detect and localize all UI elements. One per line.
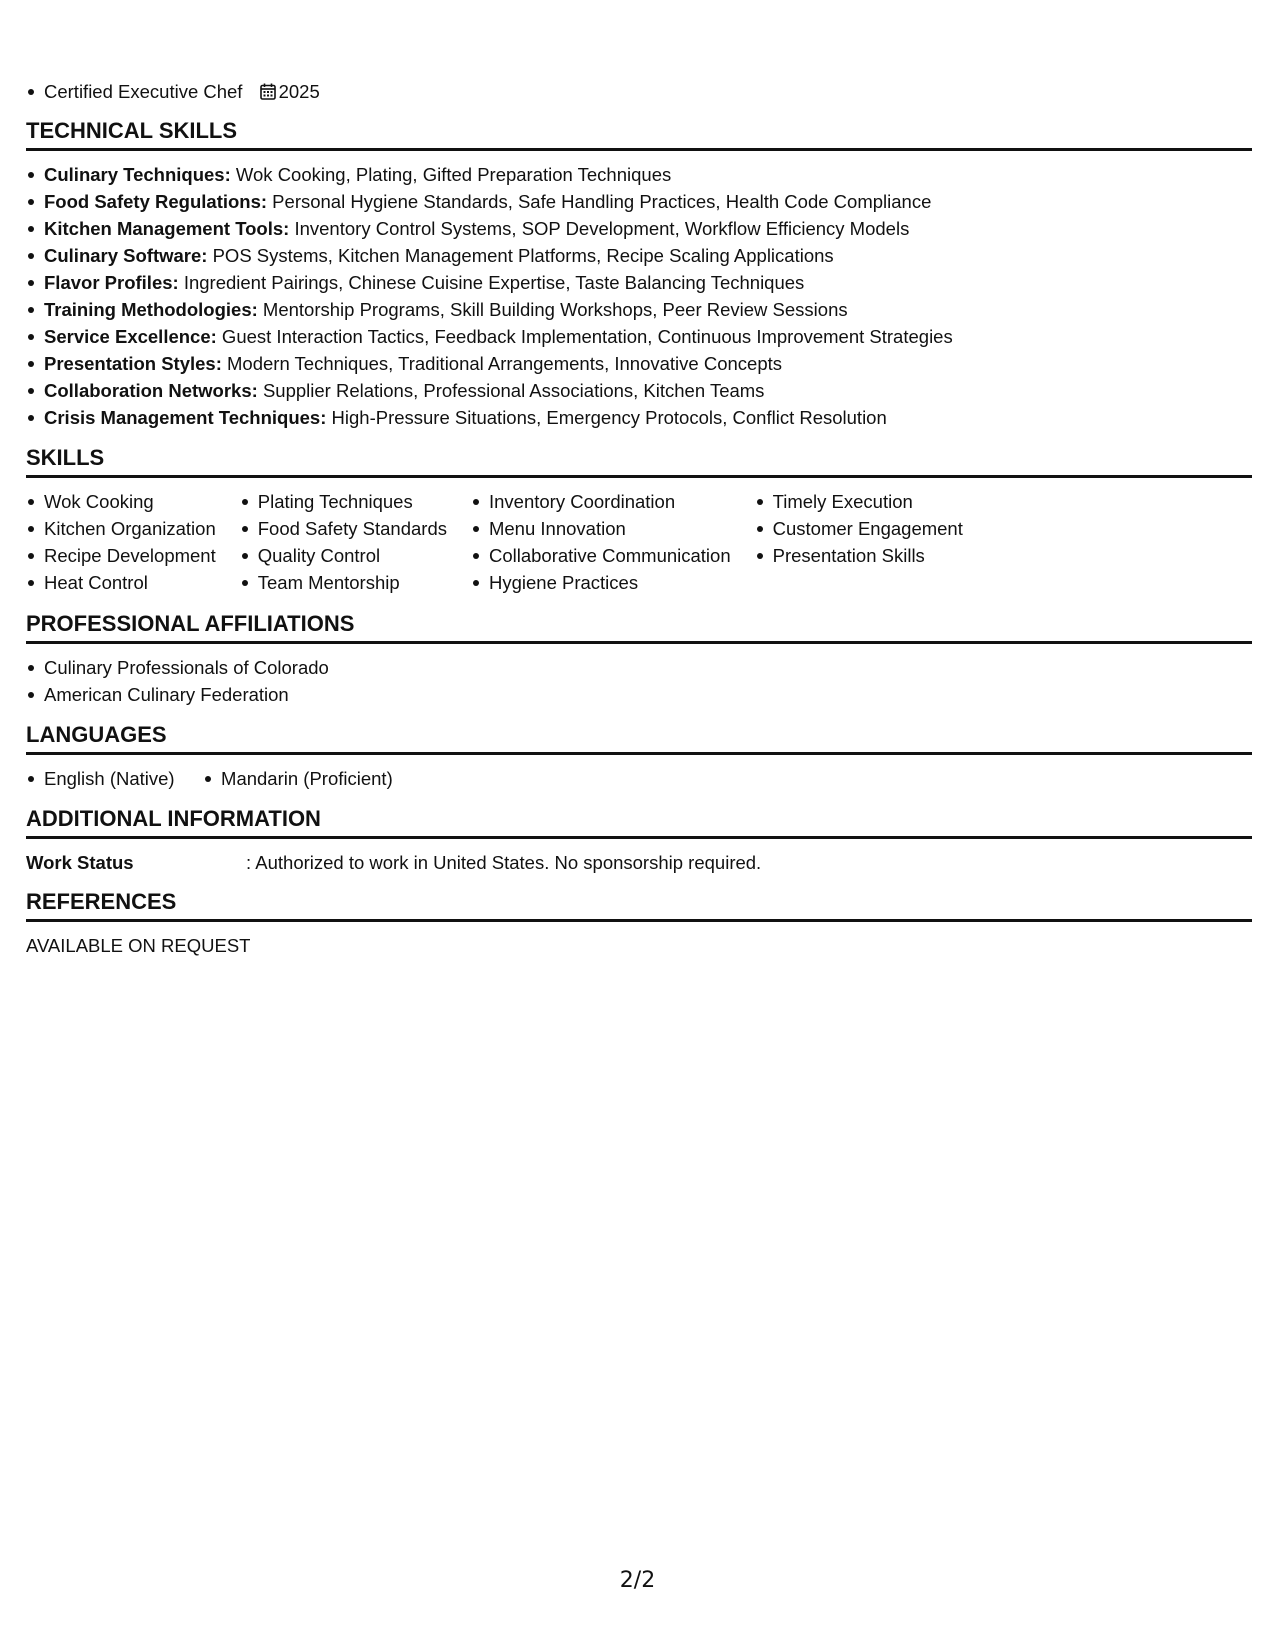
- skills-columns: [26, 488, 1252, 596]
- list-item: Inventory Coordination: [471, 488, 731, 515]
- list-item: Kitchen Organization: [26, 515, 216, 542]
- work-status-row: [26, 849, 1252, 876]
- list-item: English (Native): [26, 765, 175, 792]
- list-item: Hygiene Practices: [471, 569, 731, 596]
- certification-date: [260, 78, 320, 105]
- list-item: American Culinary Federation: [26, 681, 1252, 708]
- certification-name: Certified Executive Chef: [44, 81, 243, 102]
- list-item: Collaborative Communication: [471, 542, 731, 569]
- list-item: [26, 377, 1252, 404]
- list-item: [26, 269, 1252, 296]
- list-item: Recipe Development: [26, 542, 216, 569]
- list-item: [26, 242, 1252, 269]
- list-item: Food Safety Standards: [240, 515, 447, 542]
- skill-category: Crisis Management Techniques:: [44, 407, 327, 428]
- list-item: Plating Techniques: [240, 488, 447, 515]
- skills-column-2: [240, 488, 447, 596]
- list-item: [26, 188, 1252, 215]
- skill-category: Culinary Software:: [44, 245, 208, 266]
- section-title-affiliations: PROFESSIONAL AFFILIATIONS: [26, 611, 1252, 644]
- skills-column-3: [471, 488, 731, 596]
- certification-item: [26, 78, 320, 105]
- skill-category: Service Excellence:: [44, 326, 217, 347]
- references-text: AVAILABLE ON REQUEST: [26, 935, 251, 956]
- list-item: Team Mentorship: [240, 569, 447, 596]
- skill-details: Inventory Control Systems, SOP Development, Workflow Efficiency Models: [289, 218, 910, 239]
- list-item: Wok Cooking: [26, 488, 216, 515]
- list-item: Mandarin (Proficient): [203, 765, 393, 792]
- calendar-icon: [260, 83, 276, 100]
- list-item: Timely Execution: [755, 488, 963, 515]
- skill-category: Training Methodologies:: [44, 299, 258, 320]
- skill-details: Personal Hygiene Standards, Safe Handling Practices, Health Code Compliance: [267, 191, 932, 212]
- affiliations-list: [26, 654, 1252, 708]
- skill-category: Food Safety Regulations:: [44, 191, 268, 212]
- work-status-value: : Authorized to work in United States. No sponsorship required.: [246, 852, 762, 873]
- skill-category: Kitchen Management Tools:: [44, 218, 290, 239]
- skill-category: Culinary Techniques:: [44, 164, 231, 185]
- list-item: Menu Innovation: [471, 515, 731, 542]
- skill-category: Collaboration Networks:: [44, 380, 258, 401]
- list-item: [26, 215, 1252, 242]
- skill-details: Modern Techniques, Traditional Arrangements, Innovative Concepts: [221, 353, 782, 374]
- list-item: Culinary Professionals of Colorado: [26, 654, 1252, 681]
- list-item: [26, 323, 1252, 350]
- section-title-references: REFERENCES: [26, 889, 1252, 922]
- list-item: Quality Control: [240, 542, 447, 569]
- section-title-languages: LANGUAGES: [26, 722, 1252, 755]
- technical-skills-list: [26, 161, 1252, 431]
- skill-details: Wok Cooking, Plating, Gifted Preparation Techniques: [230, 164, 672, 185]
- skill-details: Guest Interaction Tactics, Feedback Implementation, Continuous Improvement Strategies: [216, 326, 953, 347]
- skill-details: Supplier Relations, Professional Associations, Kitchen Teams: [257, 380, 765, 401]
- languages-list: [26, 765, 1252, 792]
- section-title-additional-information: ADDITIONAL INFORMATION: [26, 806, 1252, 839]
- certification-list: [26, 78, 320, 105]
- work-status-label: Work Status: [26, 852, 134, 873]
- list-item: [26, 404, 1252, 431]
- skill-details: High-Pressure Situations, Emergency Protocols, Conflict Resolution: [326, 407, 887, 428]
- list-item: Heat Control: [26, 569, 216, 596]
- certification-year: 2025: [278, 81, 320, 102]
- list-item: [26, 350, 1252, 377]
- list-item: Customer Engagement: [755, 515, 963, 542]
- skills-column-1: [26, 488, 216, 596]
- page-number: 2/2: [619, 1568, 656, 1593]
- section-title-skills: SKILLS: [26, 445, 1252, 478]
- section-title-technical-skills: TECHNICAL SKILLS: [26, 118, 1252, 151]
- skill-details: Mentorship Programs, Skill Building Workshops, Peer Review Sessions: [257, 299, 848, 320]
- skills-column-4: [755, 488, 963, 596]
- skill-category: Flavor Profiles:: [44, 272, 179, 293]
- list-item: Presentation Skills: [755, 542, 963, 569]
- skill-category: Presentation Styles:: [44, 353, 222, 374]
- list-item: [26, 296, 1252, 323]
- skill-details: POS Systems, Kitchen Management Platforms, Recipe Scaling Applications: [207, 245, 834, 266]
- list-item: [26, 161, 1252, 188]
- skill-details: Ingredient Pairings, Chinese Cuisine Expertise, Taste Balancing Techniques: [178, 272, 805, 293]
